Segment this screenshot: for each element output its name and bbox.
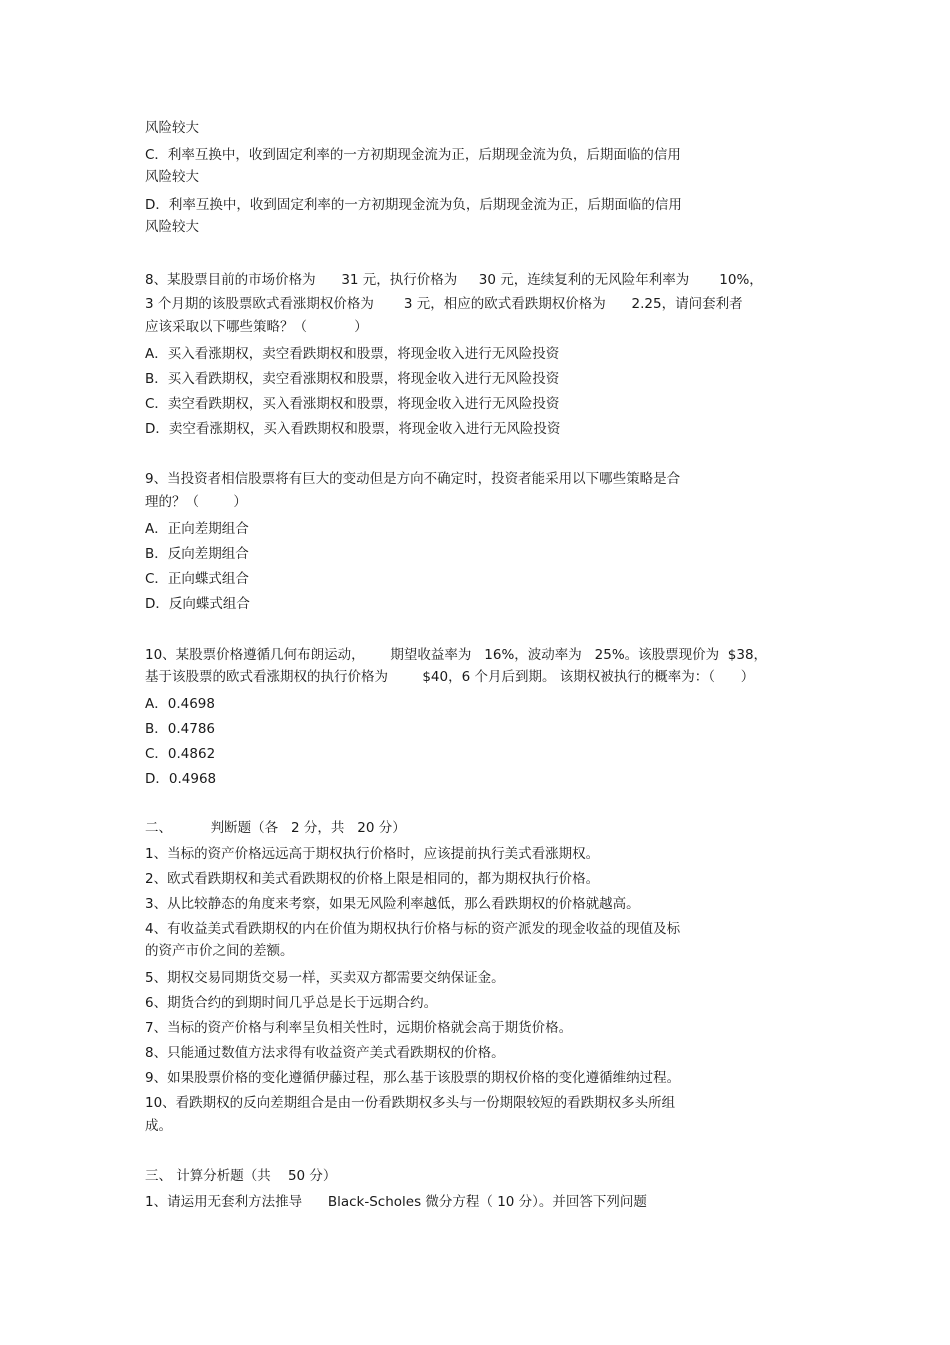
tf-item-4-continuation: 的资产市价之间的差额。 (145, 943, 294, 959)
tf-item-2: 2、欧式看跌期权和美式看跌期权的价格上限是相同的，都为期权执行价格。 (145, 871, 600, 887)
calc-question-1: 1、请运用无套利方法推导 Black-Scholes 微分方程（ 10 分）。并回答下列问题 (145, 1194, 647, 1210)
q7-option-b-continuation: 风险较大 (145, 120, 199, 136)
q8-option-b: B．买入看跌期权，卖空看涨期权和股票，将现金收入进行无风险投资 (145, 371, 560, 387)
q10-stem-line-1: 10、某股票价格遵循几何布朗运动， 期望收益率为 16%，波动率为 25%。该股票现价为 $38， (145, 647, 768, 663)
tf-item-1: 1、当标的资产价格远远高于期权执行价格时，应该提前执行美式看涨期权。 (145, 846, 600, 862)
q8-option-c: C．卖空看跌期权，买入看涨期权和股票，将现金收入进行无风险投资 (145, 396, 560, 412)
q10-option-a: A．0.4698 (145, 696, 215, 712)
tf-item-9: 9、如果股票价格的变化遵循伊藤过程，那么基于该股票的期权价格的变化遵循维纳过程。 (145, 1070, 681, 1086)
q10-option-c: C．0.4862 (145, 746, 216, 762)
q7-option-c-continuation: 风险较大 (145, 169, 199, 185)
q10-option-b: B．0.4786 (145, 721, 215, 737)
q7-option-d-continuation: 风险较大 (145, 219, 199, 235)
section-3-heading: 三、 计算分析题（共 50 分） (145, 1168, 337, 1184)
q8-stem-line-1: 8、某股票目前的市场价格为 31 元，执行价格为 30 元，连续复利的无风险年利率为 10%， (145, 272, 763, 288)
q9-option-c: C．正向蝶式组合 (145, 571, 249, 587)
tf-item-10-continuation: 成。 (145, 1118, 172, 1134)
q10-option-d: D．0.4968 (145, 771, 217, 787)
q9-option-a: A．正向差期组合 (145, 521, 249, 537)
tf-item-10: 10、看跌期权的反向差期组合是由一份看跌期权多头与一份期限较短的看跌期权多头所组 (145, 1095, 676, 1111)
q10-stem-line-2: 基于该股票的欧式看涨期权的执行价格为 $40，6 个月后到期。 该期权被执行的概率为：（ ） (145, 669, 755, 685)
q9-stem-line-1: 9、当投资者相信股票将有巨大的变动但是方向不确定时，投资者能采用以下哪些策略是合 (145, 471, 681, 487)
tf-item-4: 4、有收益美式看跌期权的内在价值为期权执行价格与标的资产派发的现金收益的现值及标 (145, 921, 681, 937)
tf-item-8: 8、只能通过数值方法求得有收益资产美式看跌期权的价格。 (145, 1045, 505, 1061)
q8-option-a: A．买入看涨期权，卖空看跌期权和股票，将现金收入进行无风险投资 (145, 346, 560, 362)
tf-item-7: 7、当标的资产价格与利率呈负相关性时，远期价格就会高于期货价格。 (145, 1020, 573, 1036)
section-2-heading: 二、 判断题（各 2 分，共 20 分） (145, 820, 406, 836)
q7-option-d: D．利率互换中，收到固定利率的一方初期现金流为负，后期现金流为正，后期面临的信用 (145, 197, 682, 213)
q7-option-c: C．利率互换中，收到固定利率的一方初期现金流为正，后期现金流为负，后期面临的信用 (145, 147, 681, 163)
q8-stem-line-3: 应该采取以下哪些策略？（ ） (145, 319, 368, 335)
tf-item-3: 3、从比较静态的角度来考察，如果无风险利率越低，那么看跌期权的价格就越高。 (145, 896, 640, 912)
q9-option-b: B．反向差期组合 (145, 546, 249, 562)
q9-stem-line-2: 理的？（ ） (145, 494, 247, 510)
q9-option-d: D．反向蝶式组合 (145, 596, 250, 612)
tf-item-6: 6、期货合约的到期时间几乎总是长于远期合约。 (145, 995, 438, 1011)
q8-option-d: D．卖空看涨期权，买入看跌期权和股票，将现金收入进行无风险投资 (145, 421, 561, 437)
tf-item-5: 5、期权交易同期货交易一样，买卖双方都需要交纳保证金。 (145, 970, 505, 986)
q8-stem-line-2: 3 个月期的该股票欧式看涨期权价格为 3 元，相应的欧式看跌期权价格为 2.25，请问套利者 (145, 296, 743, 312)
